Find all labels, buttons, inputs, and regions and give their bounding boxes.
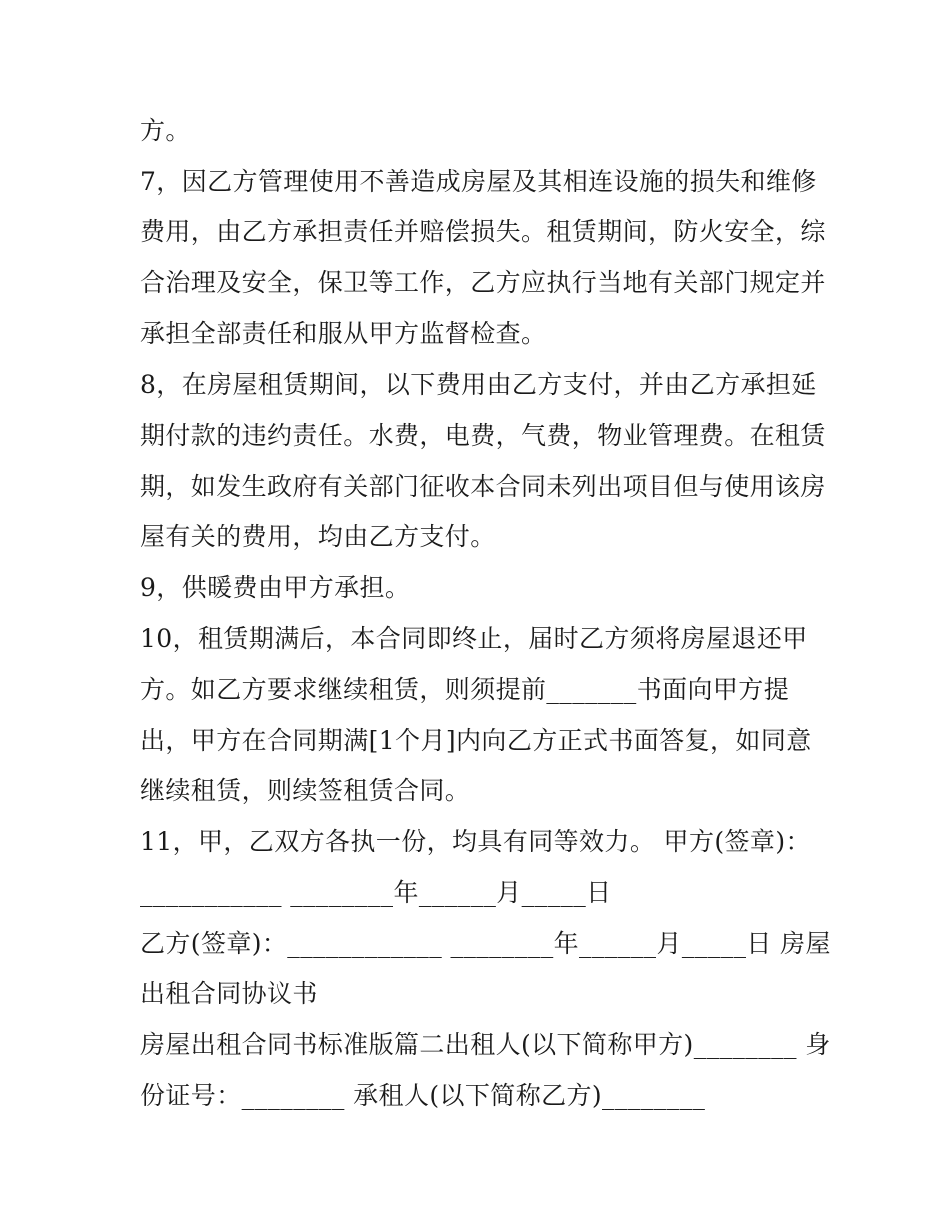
text-line: 7，因乙方管理使用不善造成房屋及其相连设施的损失和维修 <box>140 167 817 196</box>
text-line: 出租合同协议书 <box>140 979 318 1008</box>
text-line: 继续租赁，则续签租赁合同。 <box>140 776 471 805</box>
text-line: 方。 <box>140 116 191 145</box>
text-line: 乙方(签章)：____________ ________年______月_____日 房屋 <box>140 929 831 958</box>
text-line: 11，甲，乙双方各执一份，均具有同等效力。 甲方(签章)： <box>140 827 811 856</box>
text-line: ___________ ________年______月_____日 <box>140 878 612 907</box>
text-line: 期付款的违约责任。水费，电费，气费，物业管理费。在租赁 <box>140 421 826 450</box>
text-line: 合治理及安全，保卫等工作，乙方应执行当地有关部门规定并 <box>140 268 826 297</box>
text-line: 份证号：________ 承租人(以下简称乙方)________ <box>140 1081 706 1110</box>
text-line: 10，租赁期满后，本合同即终止，届时乙方须将房屋退还甲 <box>140 624 808 653</box>
text-line: 方。如乙方要求继续租赁，则须提前_______书面向甲方提 <box>140 675 790 704</box>
text-line: 屋有关的费用，均由乙方支付。 <box>140 522 496 551</box>
text-line: 8，在房屋租赁期间，以下费用由乙方支付，并由乙方承担延 <box>140 370 817 399</box>
text-line: 承担全部责任和服从甲方监督检查。 <box>140 319 547 348</box>
text-line: 出，甲方在合同期满[1个月]内向乙方正式书面答复，如同意 <box>140 726 812 755</box>
text-line: 房屋出租合同书标准版篇二出租人(以下简称甲方)________ 身 <box>140 1030 831 1059</box>
text-line: 期，如发生政府有关部门征收本合同未列出项目但与使用该房 <box>140 472 826 501</box>
text-line: 9，供暖费由甲方承担。 <box>140 573 411 602</box>
text-line: 费用，由乙方承担责任并赔偿损失。租赁期间，防火安全，综 <box>140 217 826 246</box>
